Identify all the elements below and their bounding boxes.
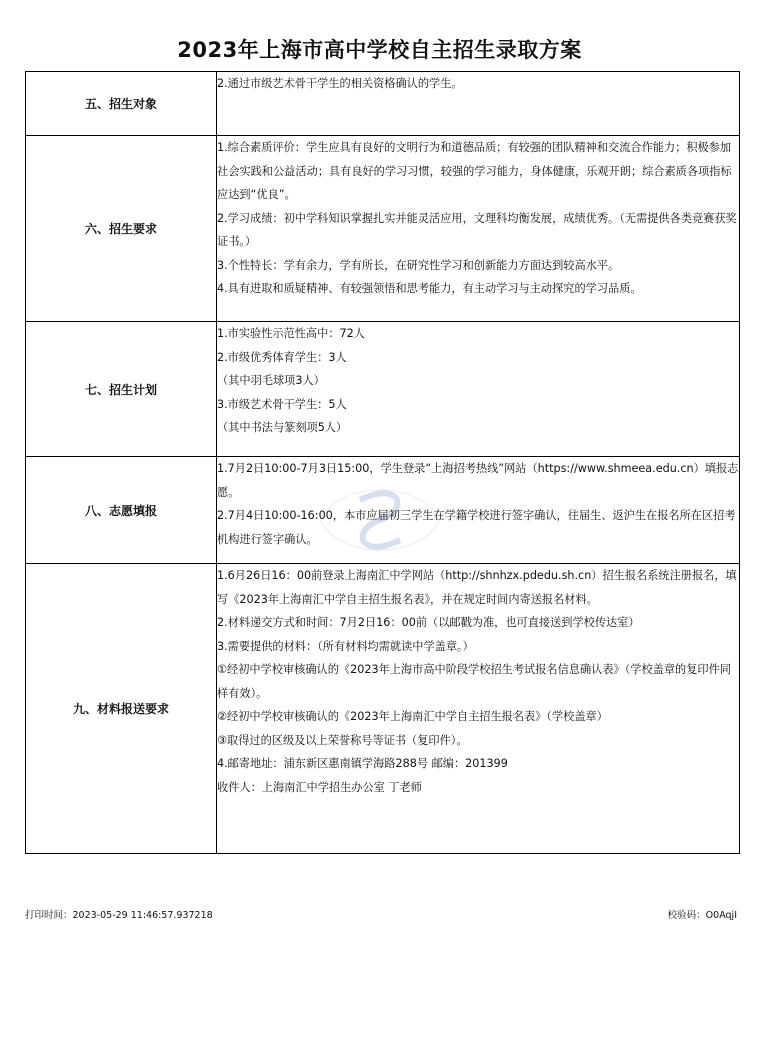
content-line: 4.具有进取和质疑精神、有较强领悟和思考能力，有主动学习与主动探究的学习品质。 bbox=[217, 282, 642, 295]
content-line: 3.市级艺术骨干学生：5人 bbox=[217, 397, 347, 411]
content-line: ①经初中学校审核确认的《2023年上海市高中阶段学校招生考试报名信息确认表》（学校盖章的复印件同样有效）。 bbox=[217, 663, 731, 700]
content-line: 2.市级优秀体育学生：3人 bbox=[217, 350, 347, 364]
table-row bbox=[26, 322, 740, 457]
content-line: ③取得过的区级及以上荣誉称号等证书（复印件）。 bbox=[217, 733, 468, 747]
content-line: 3.需要提供的材料：（所有材料均需就读中学盖章。） bbox=[217, 639, 474, 653]
admission-plan-table bbox=[25, 71, 740, 854]
print-time: 打印时间：2023-05-29 11:46:57.937218 bbox=[25, 910, 213, 921]
table-row bbox=[26, 72, 740, 136]
verify-code: 校验码：O0AqjI bbox=[667, 910, 737, 921]
row-content bbox=[217, 457, 740, 564]
row-content bbox=[217, 72, 740, 136]
content-line: 收件人：上海南汇中学招生办公室 丁老师 bbox=[217, 780, 422, 794]
table-row bbox=[26, 136, 740, 322]
content-line: （其中羽毛球项3人） bbox=[217, 374, 325, 387]
row-label: 九、材料报送要求 bbox=[26, 564, 217, 854]
content-line: 4.邮寄地址：浦东新区惠南镇学海路288号 邮编：201399 bbox=[217, 757, 508, 770]
content-line: 2.学习成绩：初中学科知识掌握扎实并能灵活应用，文理科均衡发展，成绩优秀。（无需提供各类竞赛获奖证书。） bbox=[217, 211, 737, 248]
table-row bbox=[26, 564, 740, 854]
row-content bbox=[217, 564, 740, 854]
content-line: 1.综合素质评价：学生应具有良好的文明行为和道德品质；有较强的团队精神和交流合作能力；积极参加社会实践和公益活动；具有良好的学习习惯，较强的学习能力，身体健康，乐观开朗；综合素质各项指标应达到“优良”。 bbox=[217, 141, 732, 201]
content-line: （其中书法与篆刻项5人） bbox=[217, 421, 348, 434]
content-line: 1.6月26日16：00前登录上海南汇中学网站（http://shnhzx.pdedu.sh.cn）招生报名系统注册报名，填写《2023年上海南汇中学自主招生报名表》，并在规定时间内寄送报名材料。 bbox=[217, 569, 737, 606]
content-line: 3.个性特长：学有余力，学有所长，在研究性学习和创新能力方面达到较高水平。 bbox=[217, 258, 620, 272]
row-content bbox=[217, 136, 740, 322]
row-label: 五、招生对象 bbox=[26, 72, 217, 136]
row-content bbox=[217, 322, 740, 457]
content-line: 2.7月4日10:00-16:00，本市应届初三学生在学籍学校进行签字确认，往届生、返沪生在报名所在区招考机构进行签字确认。 bbox=[217, 509, 736, 546]
content-line: 2.通过市级艺术骨干学生的相关资格确认的学生。 bbox=[217, 77, 463, 90]
page-title: 2023年上海市高中学校自主招生录取方案 bbox=[177, 38, 582, 62]
row-label: 七、招生计划 bbox=[26, 322, 217, 457]
content-line: 1.市实验性示范性高中：72人 bbox=[217, 327, 365, 340]
content-line: 2.材料递交方式和时间：7月2日16：00前（以邮戳为准，也可直接送到学校传达室） bbox=[217, 616, 640, 629]
content-line: ②经初中学校审核确认的《2023年上海南汇中学自主招生报名表》（学校盖章） bbox=[217, 710, 608, 723]
row-label: 八、志愿填报 bbox=[26, 457, 217, 564]
row-label: 六、招生要求 bbox=[26, 136, 217, 322]
content-line: 1.7月2日10:00-7月3日15:00，学生登录“上海招考热线”网站（https://www.shmeea.edu.cn）填报志愿。 bbox=[217, 462, 739, 499]
table-row bbox=[26, 457, 740, 564]
